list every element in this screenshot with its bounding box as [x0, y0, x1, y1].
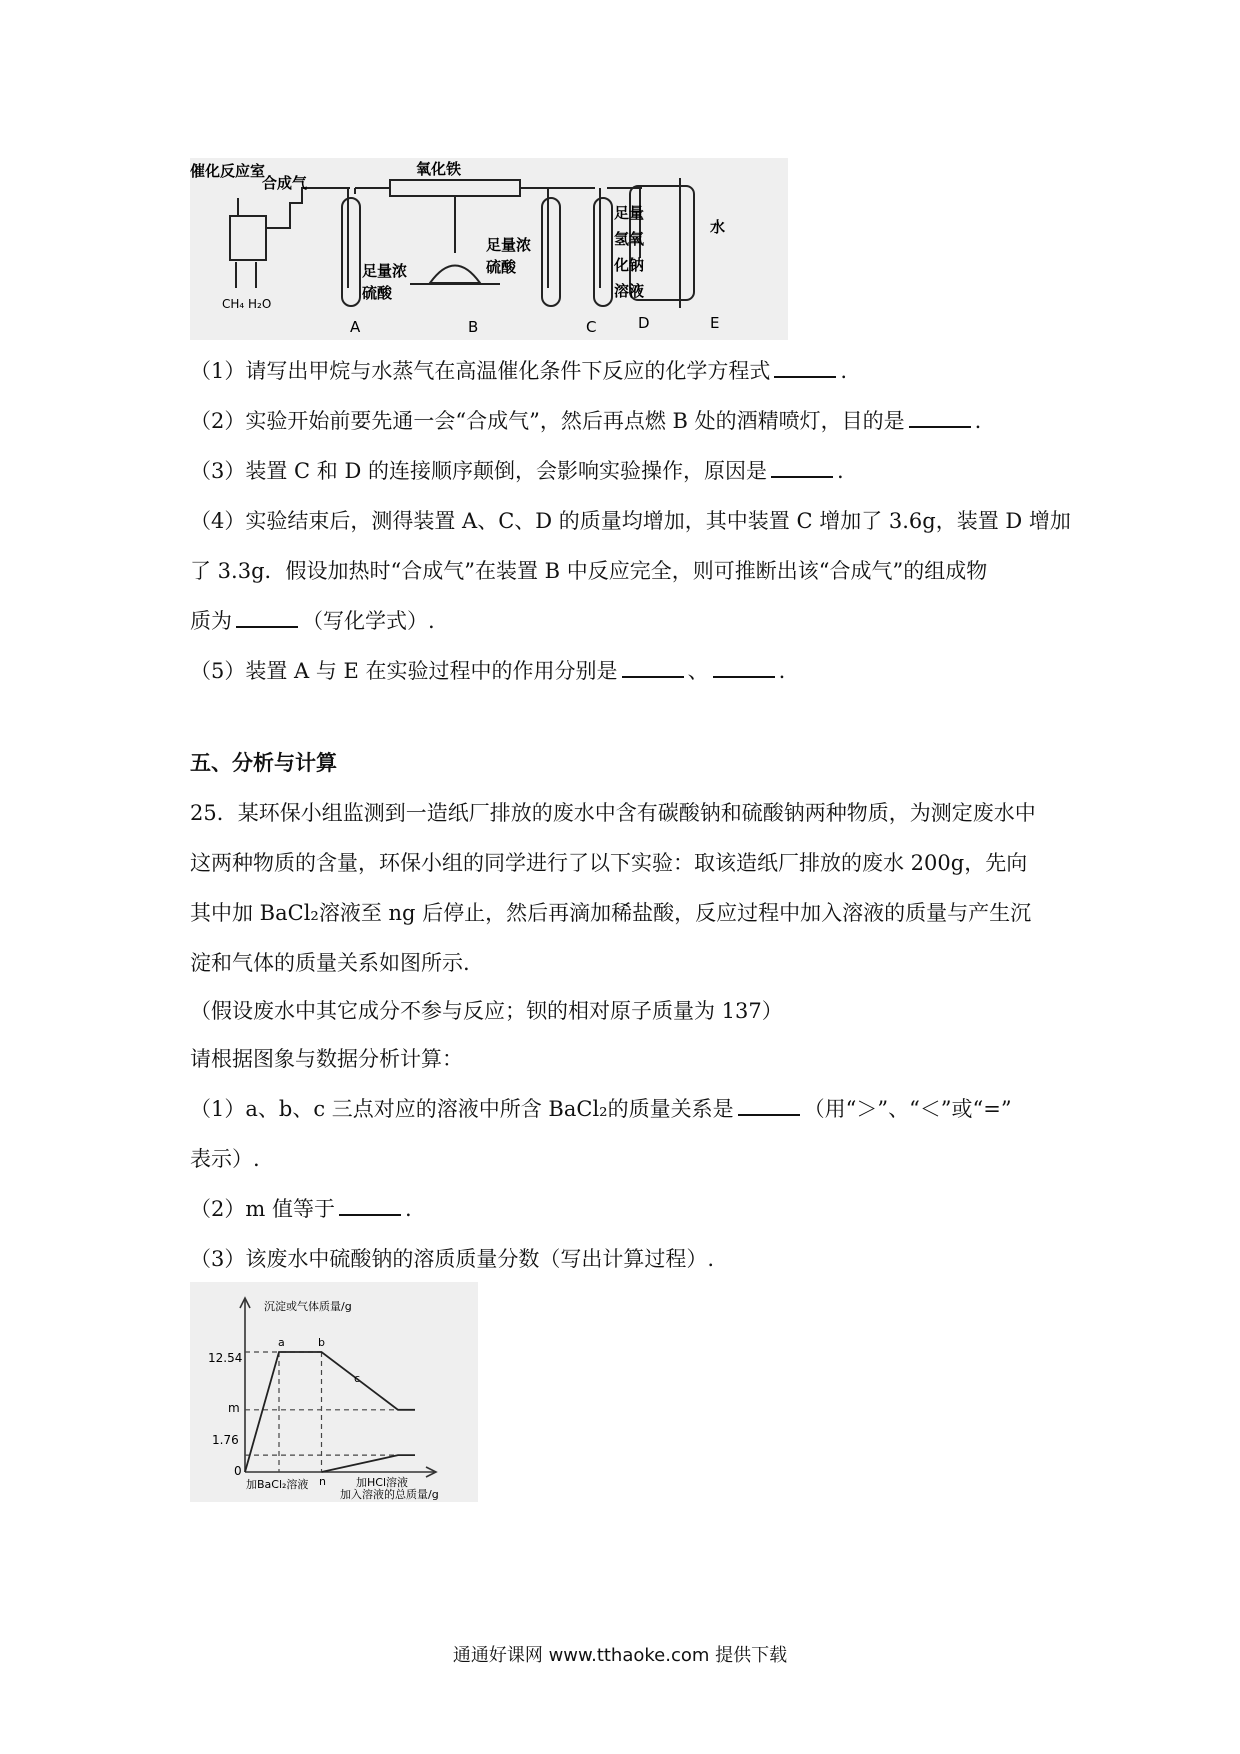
- p25-line5: （假设废水中其它成分不参与反应；钡的相对原子质量为 137）: [190, 999, 783, 1023]
- p25-q3: （3）该废水中硫酸钠的溶质质量分数（写出计算过程）.: [190, 1247, 715, 1271]
- y-tick-12.54: 12.54: [208, 1351, 243, 1365]
- label-acid-c-2: 硫酸: [486, 258, 517, 276]
- q24-part4-line3: 质为 （写化学式）.: [190, 606, 435, 636]
- label-reactor: 催化反应室: [190, 162, 266, 180]
- answer-blank[interactable]: [339, 1194, 401, 1216]
- label-acid-a-2: 硫酸: [362, 284, 393, 302]
- point-a-label: a: [278, 1336, 285, 1349]
- label-syngas: 合成气: [262, 174, 308, 192]
- y-tick-0: 0: [234, 1464, 242, 1478]
- answer-blank[interactable]: [236, 606, 298, 628]
- label-acid-a-1: 足量浓: [362, 262, 408, 280]
- apparatus-figure: [190, 158, 788, 340]
- q24-part4-line2: 了 3.3g．假设加热时“合成气”在装置 B 中反应完全，则可推断出该“合成气”的组成物: [190, 559, 988, 583]
- y-tick-m: m: [228, 1401, 240, 1415]
- label-water: 水: [710, 218, 726, 236]
- letter-a: A: [350, 318, 361, 336]
- series-line-1: [245, 1352, 415, 1472]
- label-naoh-2: 氢氧: [614, 230, 645, 248]
- q24-part1: （1）请写出甲烷与水蒸气在高温催化条件下反应的化学方程式 .: [190, 356, 847, 386]
- letter-c: C: [586, 318, 597, 336]
- p25-q1-line2: 表示）.: [190, 1147, 260, 1171]
- answer-blank[interactable]: [713, 656, 775, 678]
- label-naoh-1: 足量: [614, 204, 645, 222]
- section-title: 五、分析与计算: [190, 751, 337, 775]
- p25-line3: 其中加 BaCl₂溶液至 ng 后停止，然后再滴加稀盐酸，反应过程中加入溶液的质量与产生沉: [190, 901, 1032, 925]
- chart-svg: [190, 1282, 478, 1502]
- p25-line4: 淀和气体的质量关系如图所示.: [190, 951, 470, 975]
- letter-d: D: [638, 314, 650, 332]
- answer-blank[interactable]: [771, 456, 833, 478]
- p25-line1: 25．某环保小组监测到一造纸厂排放的废水中含有碳酸钠和硫酸钠两种物质，为测定废水中: [190, 801, 1036, 825]
- label-naoh-4: 溶液: [614, 282, 645, 300]
- answer-blank[interactable]: [738, 1094, 800, 1116]
- x-axis-label: 加入溶液的总质量/g: [340, 1488, 439, 1501]
- p25-line6: 请根据图象与数据分析计算：: [190, 1047, 463, 1071]
- point-c-label: c: [354, 1372, 361, 1385]
- q24-part5: （5）装置 A 与 E 在实验过程中的作用分别是 、 .: [190, 656, 785, 686]
- q24-part3: （3）装置 C 和 D 的连接顺序颠倒，会影响实验操作，原因是 .: [190, 456, 844, 486]
- label-iron-oxide: 氧化铁: [416, 160, 462, 178]
- y-axis-label: 沉淀或气体质量/g: [264, 1300, 352, 1313]
- q24-part2: （2）实验开始前要先通一会“合成气”，然后再点燃 B 处的酒精喷灯，目的是 .: [190, 406, 981, 436]
- letter-b: B: [468, 318, 479, 336]
- footer-source: 通通好课网 www.tthaoke.com 提供下载: [452, 1645, 788, 1666]
- answer-blank[interactable]: [774, 356, 836, 378]
- label-h2o: H₂O: [248, 297, 272, 311]
- series-line-2: [322, 1455, 416, 1472]
- mass-graph: [190, 1282, 478, 1502]
- q24-part4-line1: （4）实验结束后，测得装置 A、C、D 的质量均增加，其中装置 C 增加了 3.6g，装置 D 增加: [190, 509, 1071, 533]
- x-tick-n: n: [319, 1475, 326, 1488]
- x-label-hcl: 加HCl溶液: [356, 1476, 409, 1489]
- answer-blank[interactable]: [909, 406, 971, 428]
- p25-q1: （1）a、b、c 三点对应的溶液中所含 BaCl₂的质量关系是 （用“＞”、“＜”或“=”: [190, 1094, 1012, 1124]
- p25-line2: 这两种物质的含量，环保小组的同学进行了以下实验：取该造纸厂排放的废水 200g，先向: [190, 851, 1028, 875]
- answer-blank[interactable]: [622, 656, 684, 678]
- y-tick-1.76: 1.76: [212, 1433, 239, 1447]
- x-label-bacl2: 加BaCl₂溶液: [246, 1478, 309, 1491]
- label-naoh-3: 化钠: [614, 256, 645, 274]
- point-b-label: b: [318, 1336, 325, 1349]
- apparatus-diagram: [190, 158, 788, 340]
- label-acid-c-1: 足量浓: [486, 236, 532, 254]
- p25-q2: （2）m 值等于 .: [190, 1194, 412, 1224]
- label-ch4: CH₄: [222, 297, 245, 311]
- letter-e: E: [710, 314, 720, 332]
